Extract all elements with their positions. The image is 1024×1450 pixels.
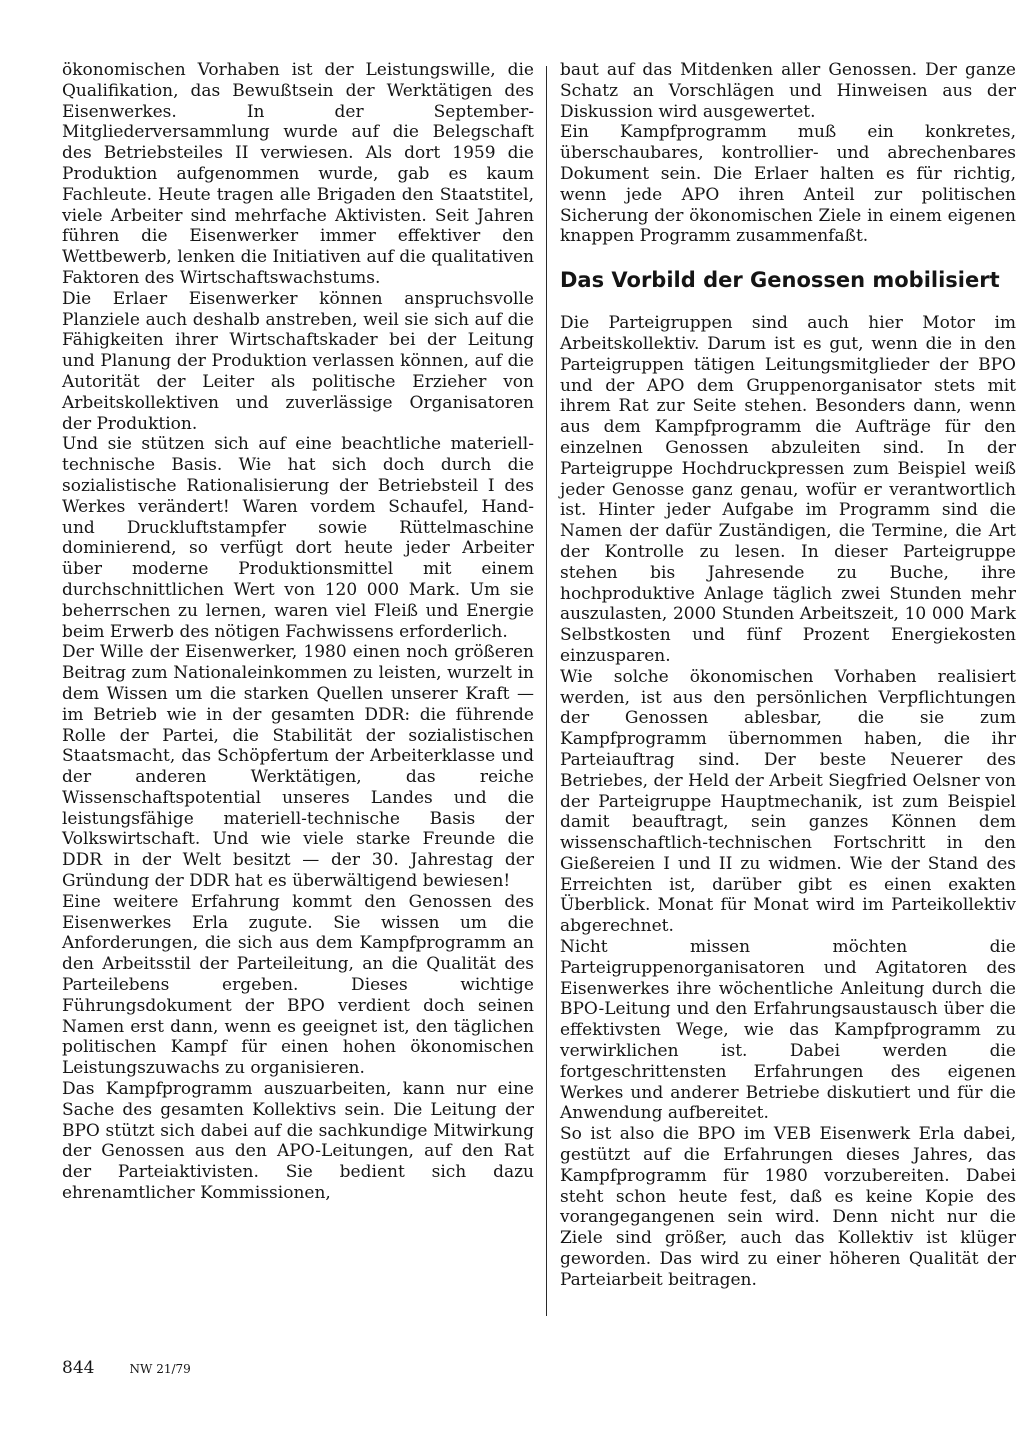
paragraph: Der Wille der Eisenwerker, 1980 einen noch größeren Beitrag zum Nationaleinkommen zu leisten, wurzelt in dem Wissen um die starken Quellen unserer Kraft — im Betrieb wie in der gesamten DDR: die führende Rolle der Partei, die Stabilität der sozialistischen Staatsmacht, das Schöpfertum der Arbeiterklasse und der anderen Werktätigen, das reiche Wissenschaftspotential unseres Landes und die leistungsfähige materiell-technische Basis der Volkswirtschaft. Und wie viele starke Freunde die DDR in der Welt besitzt — der 30. Jahrestag der Gründung der DDR hat es überwältigend bewiesen!	[62, 642, 534, 892]
paragraph: So ist also die BPO im VEB Eisenwerk Erla dabei, gestützt auf die Erfahrungen dieses Jahres, das Kampfprogramm für 1980 vorzubereiten. Dabei steht schon heute fest, daß es keine Kopie des vorangegangenen sein wird. Denn nicht nur die Ziele sind größer, auch das Kollektiv ist klüger geworden. Das wird zu einer höheren Qualität der Parteiarbeit beitragen.	[560, 1124, 1016, 1290]
section-heading: Das Vorbild der Genossen mobilisiert	[560, 268, 1000, 293]
paragraph: Nicht missen möchten die Parteigruppenorganisatoren und Agitatoren des Eisenwerkes ihre wöchentliche Anleitung durch die BPO-Leitung und den Erfahrungsaustausch über die effektivsten Wege, wie das Kampfprogramm zu verwirklichen ist. Dabei werden die fortgeschrittensten Erfahrungen des eigenen Werkes und anderer Betriebe diskutiert und für die Anwendung aufbereitet.	[560, 937, 1016, 1124]
column-divider	[546, 66, 547, 1316]
page-number: 844	[62, 1358, 95, 1378]
paragraph: Die Erlaer Eisenwerker können anspruchsvolle Planziele auch deshalb anstreben, weil sie sich auf die Fähigkeiten ihrer Wirtschaftskader bei der Leitung und Planung der Produktion verlassen können, auf die Autorität der Leiter als politische Erzieher von Arbeitskollektiven und zuverlässige Organisatoren der Produktion.	[62, 288, 534, 434]
paragraph: Ein Kampfprogramm muß ein konkretes, überschaubares, kontrollier- und abrechenbares Dokument sein. Die Erlaer halten es für richtig, wenn jede APO ihren Anteil zur politischen Sicherung der ökonomischen Ziele in einem eigenen knappen Programm zusammenfaßt.	[560, 122, 1016, 247]
left-column	[62, 60, 534, 1204]
paragraph: Die Parteigruppen sind auch hier Motor im Arbeitskollektiv. Darum ist es gut, wenn die in den Parteigruppen tätigen Leitungsmitglieder der BPO und der APO dem Gruppenorganisator stets mit ihrem Rat zur Seite stehen. Besonders dann, wenn aus dem Kampfprogramm die Aufträge für den einzelnen Genossen abzuleiten sind. In der Parteigruppe Hochdruckpressen zum Beispiel weiß jeder Genosse ganz genau, wofür er verantwortlich ist. Hinter jeder Aufgabe im Programm sind die Namen der dafür Zuständigen, die Termine, die Art der Kontrolle zu lesen. In dieser Parteigruppe stehen bis Jahresende zu Buche, ihre hochproduktive Anlage täglich zwei Stunden mehr auszulasten, 2000 Stunden Arbeitszeit, 10 000 Mark Selbstkosten und fünf Prozent Energiekosten einzusparen.	[560, 313, 1016, 666]
right-column	[560, 60, 1016, 1291]
paragraph: Das Kampfprogramm auszuarbeiten, kann nur eine Sache des gesamten Kollektivs sein. Die Leitung der BPO stützt sich dabei auf die sachkundige Mitwirkung der Genossen aus den APO-Leitungen, auf den Rat der Parteiaktivisten. Sie bedient sich dazu ehrenamtlicher Kommissionen,	[62, 1079, 534, 1204]
paragraph: ökonomischen Vorhaben ist der Leistungswille, die Qualifikation, das Bewußtsein der Werktätigen des Eisenwerkes. In der September-Mitgliederversammlung wurde auf die Belegschaft des Betriebsteiles II verwiesen. Als dort 1959 die Produktion aufgenommen wurde, gab es kaum Fachleute. Heute tragen alle Brigaden den Staatstitel, viele Arbeiter sind mehrfache Aktivisten. Seit Jahren führen die Eisenwerker immer effektiver den Wettbewerb, lenken die Initiativen auf die qualitativen Faktoren des Wirtschaftswachstums.	[62, 60, 534, 288]
page-footer	[62, 1358, 191, 1378]
paragraph: baut auf das Mitdenken aller Genossen. Der ganze Schatz an Vorschlägen und Hinweisen aus der Diskussion wird ausgewertet.	[560, 60, 1016, 122]
paragraph: Und sie stützen sich auf eine beachtliche materiell-technische Basis. Wie hat sich doch durch die sozialistische Rationalisierung der Betriebsteil I des Werkes verändert! Waren vordem Schaufel, Hand- und Druckluftstampfer sowie Rüttelmaschine dominierend, so verfügt dort heute jeder Arbeiter über moderne Produktionsmittel mit einem durchschnittlichen Wert von 120 000 Mark. Um sie beherrschen zu lernen, waren viel Fleiß und Energie beim Erwerb des nötigen Fachwissens erforderlich.	[62, 434, 534, 642]
paragraph: Eine weitere Erfahrung kommt den Genossen des Eisenwerkes Erla zugute. Sie wissen um die Anforderungen, die sich aus dem Kampfprogramm an den Arbeitsstil der Parteileitung, an die Qualität des Parteilebens ergeben. Dieses wichtige Führungsdokument der BPO verdient doch seinen Namen erst dann, wenn es geeignet ist, den täglichen politischen Kampf für einen hohen ökonomischen Leistungszuwachs zu organisieren.	[62, 891, 534, 1079]
journal-reference: NW 21/79	[129, 1362, 191, 1376]
paragraph: Wie solche ökonomischen Vorhaben realisiert werden, ist aus den persönlichen Verpflichtungen der Genossen ablesbar, die sie zum Kampfprogramm übernommen haben, die ihr Parteiauftrag sind. Der beste Neuerer des Betriebes, der Held der Arbeit Siegfried Oelsner von der Parteigruppe Hauptmechanik, ist zum Beispiel damit beauftragt, sein ganzes Können dem wissenschaftlich-technischen Fortschritt in den Gießereien I und II zu widmen. Wie der Stand des Erreichten ist, darüber gibt es einen exakten Überblick. Monat für Monat wird im Parteikollektiv abgerechnet.	[560, 666, 1016, 937]
